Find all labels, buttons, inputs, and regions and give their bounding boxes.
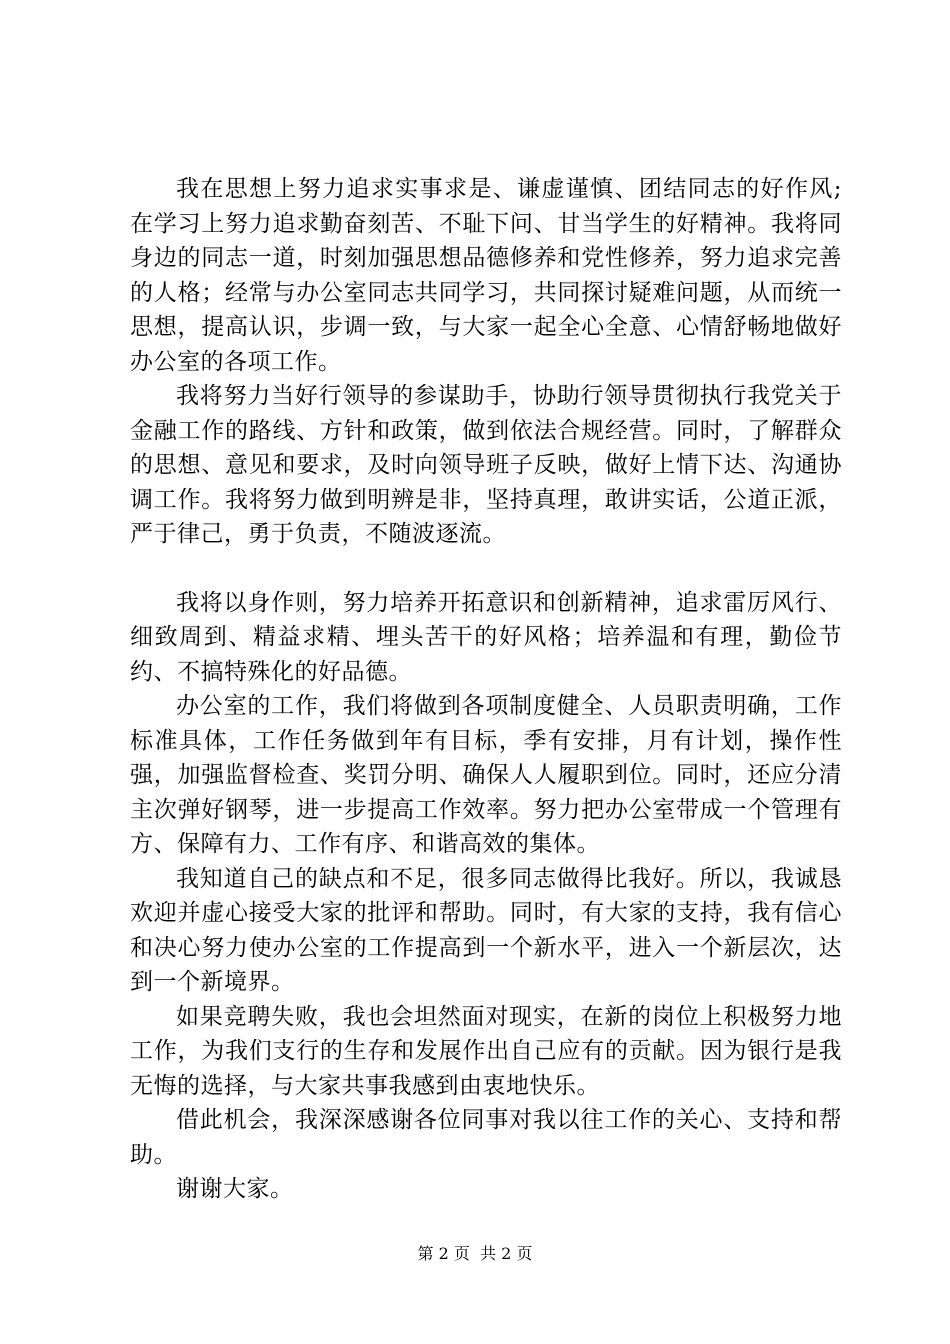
document-body	[130, 172, 842, 1207]
paragraph-shortcomings: 我知道自己的缺点和不足，很多同志做得比我好。所以，我诚恳欢迎并虚心接受大家的批评和帮助。同时，有大家的支持，我有信心和决心努力使办公室的工作提高到一个新水平，进入一个新层次，达到一个新境界。	[130, 865, 842, 995]
paragraph-if-failed: 如果竞聘失败，我也会坦然面对现实，在新的岗位上积极努力地工作，为我们支行的生存和发展作出自己应有的贡献。因为银行是我无悔的选择，与大家共事我感到由衷地快乐。	[130, 1003, 842, 1099]
paragraph-assistant-role: 我将努力当好行领导的参谋助手，协助行领导贯彻执行我党关于金融工作的路线、方针和政策，做到依法合规经营。同时，了解群众的思想、意见和要求，及时向领导班子反映，做好上情下达、沟通协调工作。我将努力做到明辨是非，坚持真理，敢讲实话，公道正派，严于律己，勇于负责，不随波逐流。	[130, 383, 842, 547]
paragraph-thanks: 谢谢大家。	[176, 1176, 294, 1202]
paragraph-gratitude: 借此机会，我深深感谢各位同事对我以往工作的关心、支持和帮助。	[130, 1107, 842, 1168]
paragraph-work-style: 我在思想上努力追求实事求是、谦虚谨慎、团结同志的好作风;在学习上努力追求勤奋刻苦、不耻下问、甘当学生的好精神。我将同身边的同志一道，时刻加强思想品德修养和党性修养，努力追求完善的人格；经常与办公室同志共同学习，共同探讨疑难问题，从而统一思想，提高认识，步调一致，与大家一起全心全意、心情舒畅地做好办公室的各项工作。	[130, 176, 842, 375]
paragraph-office-work: 办公室的工作，我们将做到各项制度健全、人员职责明确，工作标准具体，工作任务做到年有目标，季有安排，月有计划，操作性强，加强监督检查、奖罚分明、确保人人履职到位。同时，还应分清主次弹好钢琴，进一步提高工作效率。努力把办公室带成一个管理有方、保障有力、工作有序、和谐高效的集体。	[130, 693, 842, 857]
page-number-footer: 第 2 页 共 2 页	[417, 1244, 533, 1263]
paragraph-lead-by-example: 我将以身作则，努力培养开拓意识和创新精神，追求雷厉风行、细致周到、精益求精、埋头苦干的好风格；培养温和有理，勤俭节约、不搞特殊化的好品德。	[130, 589, 842, 685]
